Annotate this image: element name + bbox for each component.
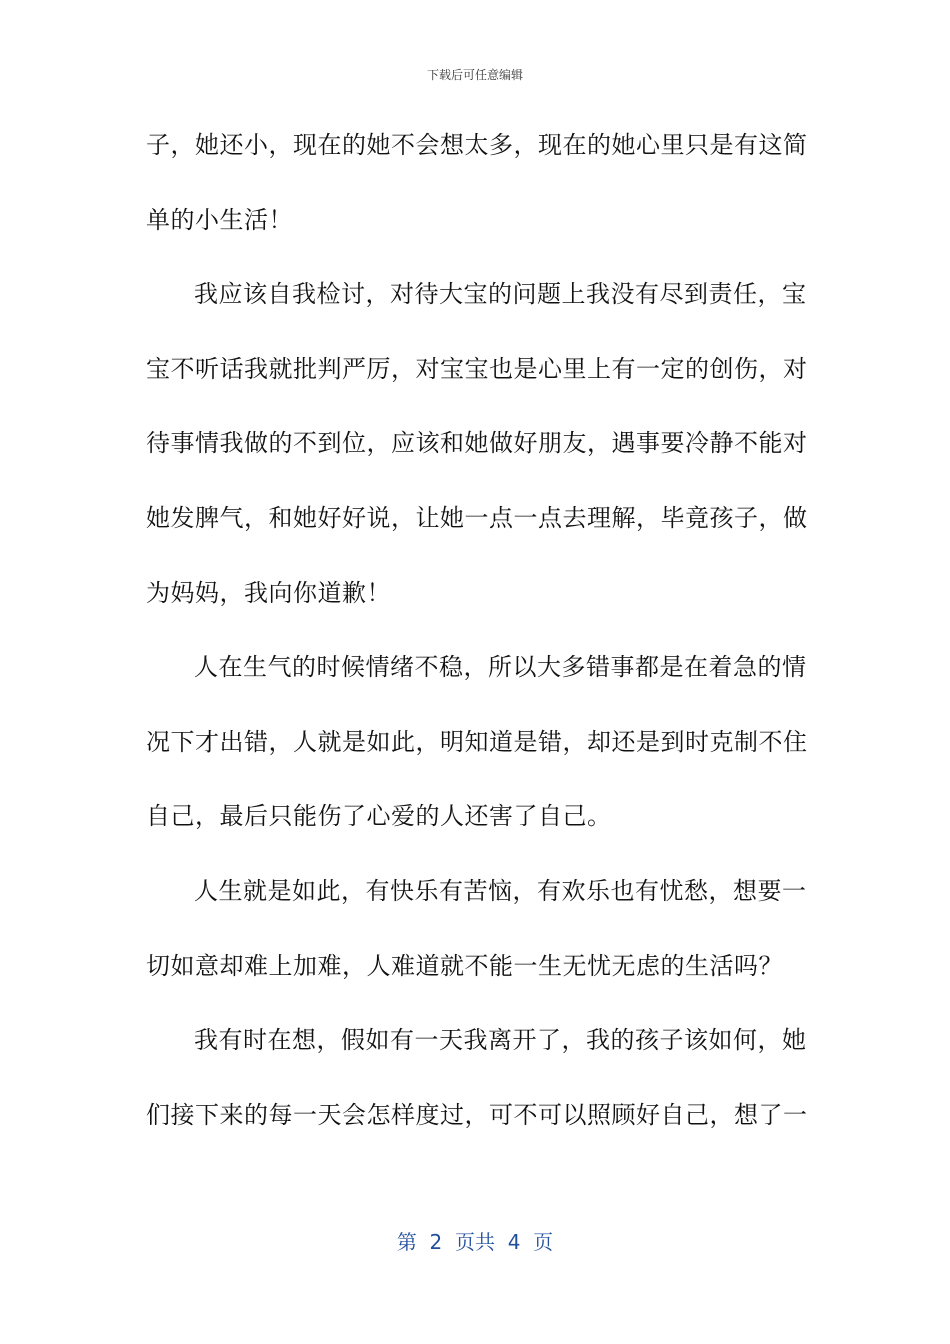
text-line: 宝不听话我就批判严厉，对宝宝也是心里上有一定的创伤，对 xyxy=(146,354,808,383)
paragraph-start-line: 人在生气的时候情绪不稳，所以大多错事都是在着急的情 xyxy=(194,653,807,682)
page-number-footer: 第 2 页共 4 页 xyxy=(396,1230,554,1254)
text-line: 自己，最后只能伤了心爱的人还害了自己。 xyxy=(146,802,612,831)
text-line: 为妈妈，我向你道歉！ xyxy=(146,578,391,607)
paragraph-start-line: 人生就是如此，有快乐有苦恼，有欢乐也有忧愁，想要一 xyxy=(194,876,807,905)
text-line: 子，她还小，现在的她不会想太多，现在的她心里只是有这简 xyxy=(146,131,808,159)
document-body xyxy=(146,108,808,1152)
text-line: 况下才出错，人就是如此，明知道是错，却还是到时克制不住 xyxy=(146,727,808,756)
paragraph-start-line: 我应该自我检讨，对待大宝的问题上我没有尽到责任，宝 xyxy=(194,280,807,309)
paragraph-start-line: 我有时在想，假如有一天我离开了，我的孩子该如何，她 xyxy=(194,1026,807,1055)
text-line: 单的小生活！ xyxy=(146,205,293,234)
text-line: 待事情我做的不到位，应该和她做好朋友，遇事要冷静不能对 xyxy=(146,429,808,458)
text-line: 们接下来的每一天会怎样度过，可不可以照顾好自己，想了一 xyxy=(146,1100,808,1129)
page-header: 下载后可任意编辑 xyxy=(426,68,523,82)
text-line: 切如意却难上加难，人难道就不能一生无忧无虑的生活吗？ xyxy=(146,951,783,980)
text-line: 她发脾气，和她好好说，让她一点一点去理解，毕竟孩子，做 xyxy=(146,503,808,532)
